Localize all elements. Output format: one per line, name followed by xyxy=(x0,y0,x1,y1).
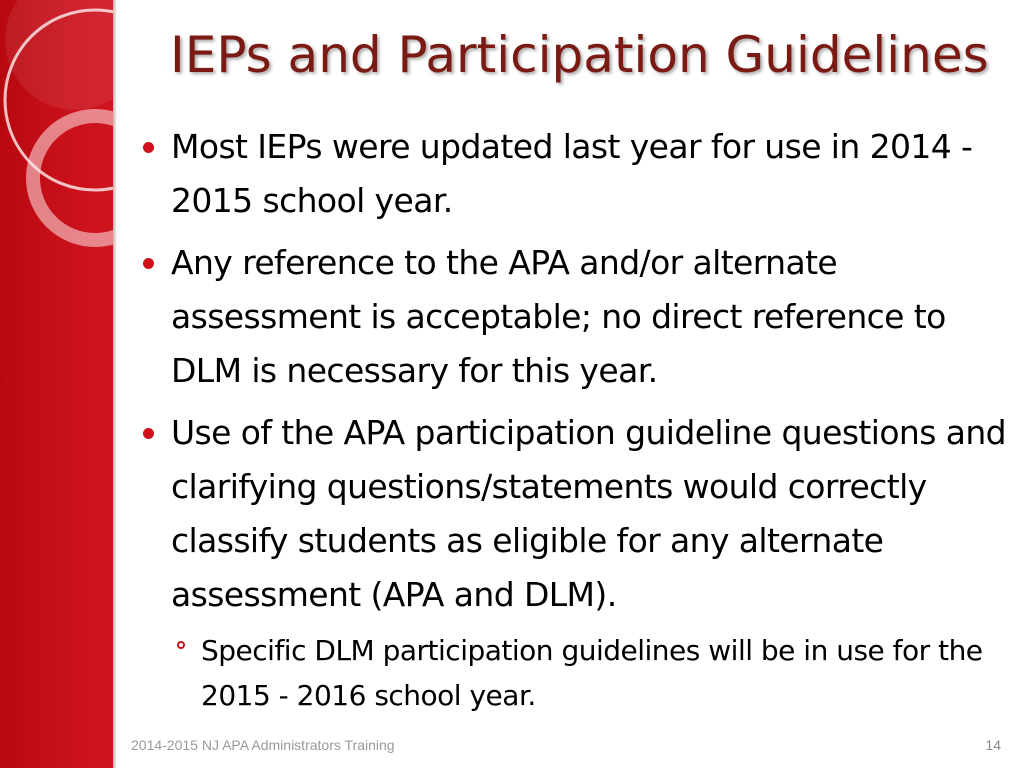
bullet-dot-icon xyxy=(143,258,154,269)
bullet-item xyxy=(143,236,1013,398)
footer-text: 2014-2015 NJ APA Administrators Training xyxy=(131,737,395,753)
bullet-text: Any reference to the APA and/or alternate assessment is acceptable; no direct reference to DLM is necessary for this year. xyxy=(171,243,946,390)
bullet-item xyxy=(143,120,1013,228)
decorative-circles xyxy=(0,0,113,768)
page-number: 14 xyxy=(985,737,1001,753)
bullet-list xyxy=(143,120,1013,726)
side-decoration-band xyxy=(0,0,113,768)
bullet-item xyxy=(143,406,1013,718)
bullet-dot-icon xyxy=(143,428,154,439)
hollow-circle-bullet-icon xyxy=(177,641,185,649)
band-edge-shadow xyxy=(113,0,117,768)
bullet-text: Most IEPs were updated last year for use in 2014 - 2015 school year. xyxy=(171,127,973,220)
bullet-text: Use of the APA participation guideline questions and clarifying questions/statements would correctly classify students as eligible for any alternate assessment (APA and DLM). xyxy=(171,413,1007,614)
slide-title: IEPs and Participation Guidelines xyxy=(170,26,989,84)
sub-bullet-item xyxy=(171,628,1013,718)
sub-bullet-text: Specific DLM participation guidelines will be in use for the 2015 - 2016 school year. xyxy=(201,634,983,712)
bullet-dot-icon xyxy=(143,142,154,153)
